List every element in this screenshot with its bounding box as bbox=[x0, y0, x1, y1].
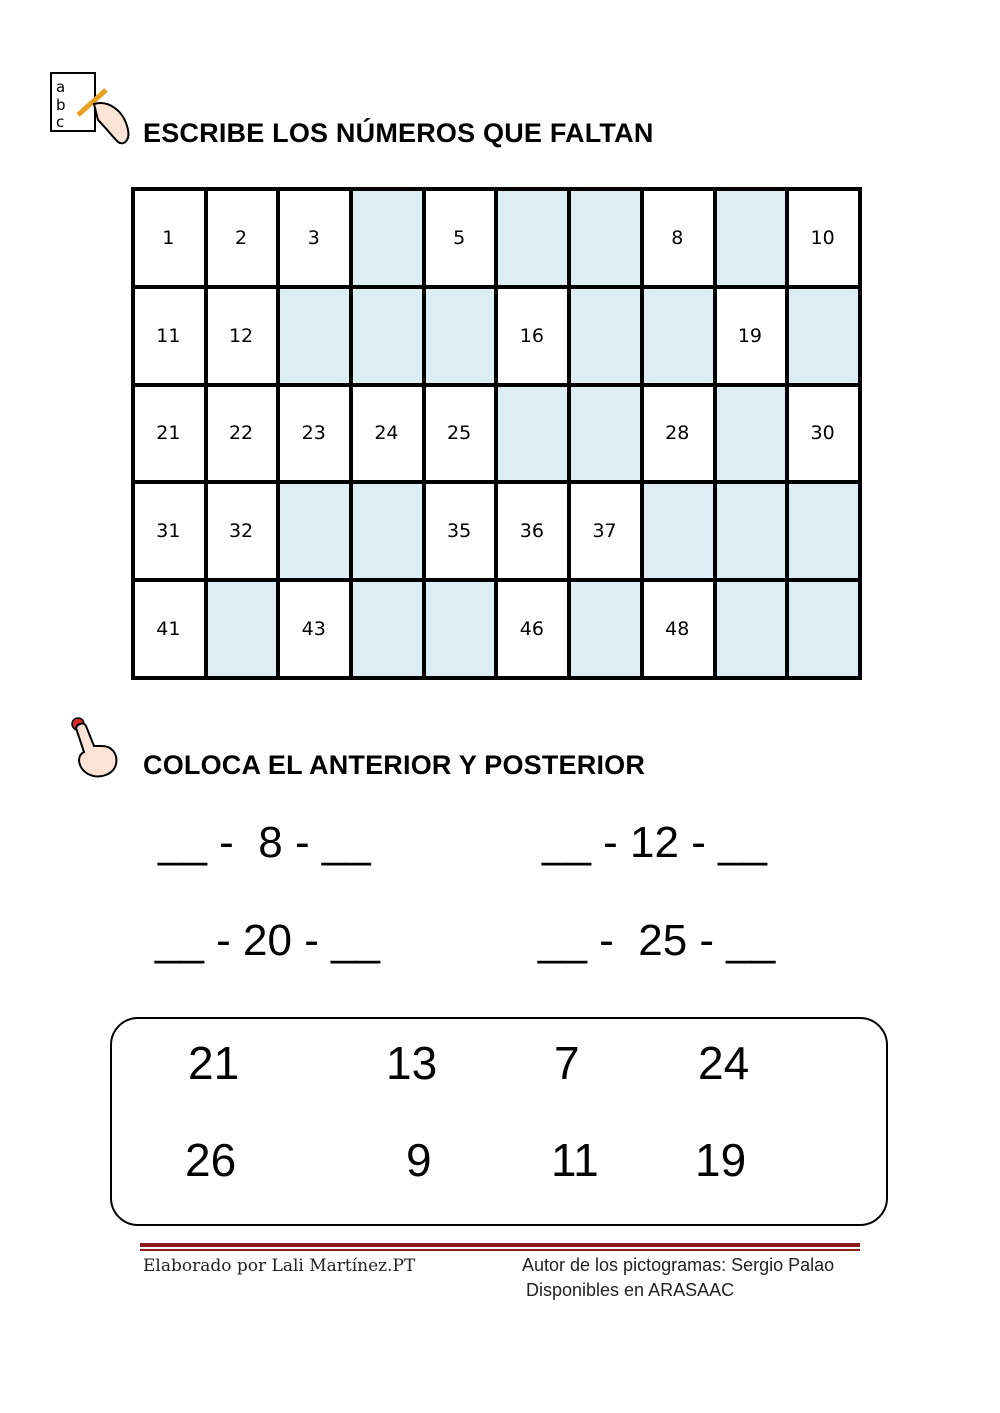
grid-cell-empty[interactable] bbox=[717, 387, 786, 481]
svg-text:c: c bbox=[56, 113, 65, 131]
option-number: 24 bbox=[698, 1037, 750, 1089]
option-number: 9 bbox=[406, 1134, 432, 1186]
sequence-2: __ - 12 - __ bbox=[542, 818, 768, 867]
grid-cell-empty[interactable] bbox=[789, 484, 858, 578]
sequence-4: __ - 25 - __ bbox=[538, 916, 776, 965]
grid-cell: 37 bbox=[571, 484, 640, 578]
grid-cell: 21 bbox=[135, 387, 204, 481]
option-number: 11 bbox=[551, 1134, 599, 1186]
grid-cell-empty[interactable] bbox=[644, 484, 713, 578]
grid-cell-empty[interactable] bbox=[498, 387, 567, 481]
option-number: 19 bbox=[695, 1134, 747, 1186]
grid-cell-empty[interactable] bbox=[353, 289, 422, 383]
footer-divider bbox=[140, 1243, 860, 1247]
grid-cell-empty[interactable] bbox=[571, 289, 640, 383]
grid-cell: 5 bbox=[426, 191, 495, 285]
grid-cell-empty[interactable] bbox=[208, 582, 277, 676]
grid-cell: 16 bbox=[498, 289, 567, 383]
grid-cell: 19 bbox=[717, 289, 786, 383]
grid-cell: 48 bbox=[644, 582, 713, 676]
grid-cell: 31 bbox=[135, 484, 204, 578]
grid-cell-empty[interactable] bbox=[426, 289, 495, 383]
grid-cell-empty[interactable] bbox=[789, 582, 858, 676]
grid-cell: 46 bbox=[498, 582, 567, 676]
grid-cell: 35 bbox=[426, 484, 495, 578]
grid-cell: 3 bbox=[280, 191, 349, 285]
grid-cell-empty[interactable] bbox=[280, 289, 349, 383]
grid-cell: 1 bbox=[135, 191, 204, 285]
grid-cell: 8 bbox=[644, 191, 713, 285]
footer-pictograms-author: Autor de los pictogramas: Sergio Palao bbox=[522, 1255, 835, 1275]
grid-cell: 12 bbox=[208, 289, 277, 383]
svg-text:b: b bbox=[56, 96, 66, 114]
grid-cell: 41 bbox=[135, 582, 204, 676]
grid-cell-empty[interactable] bbox=[353, 191, 422, 285]
grid-cell-empty[interactable] bbox=[571, 387, 640, 481]
grid-cell: 2 bbox=[208, 191, 277, 285]
grid-cell: 10 bbox=[789, 191, 858, 285]
grid-cell-empty[interactable] bbox=[789, 289, 858, 383]
svg-text:a: a bbox=[56, 78, 66, 96]
grid-cell-empty[interactable] bbox=[717, 191, 786, 285]
option-number: 7 bbox=[554, 1037, 580, 1089]
option-number: 26 bbox=[185, 1134, 237, 1186]
grid-cell: 25 bbox=[426, 387, 495, 481]
grid-cell-empty[interactable] bbox=[717, 582, 786, 676]
grid-cell-empty[interactable] bbox=[717, 484, 786, 578]
number-grid bbox=[131, 187, 862, 680]
grid-cell-empty[interactable] bbox=[280, 484, 349, 578]
grid-cell-empty[interactable] bbox=[426, 582, 495, 676]
grid-cell: 43 bbox=[280, 582, 349, 676]
grid-cell: 30 bbox=[789, 387, 858, 481]
footer-author: Elaborado por Lali Martínez.PT bbox=[143, 1256, 416, 1276]
writing-abc-icon bbox=[48, 70, 132, 150]
grid-cell-empty[interactable] bbox=[644, 289, 713, 383]
grid-cell: 32 bbox=[208, 484, 277, 578]
footer-divider-thin bbox=[140, 1249, 860, 1251]
option-number: 13 bbox=[386, 1037, 438, 1089]
grid-cell-empty[interactable] bbox=[571, 582, 640, 676]
sequence-1: __ - 8 - __ bbox=[158, 818, 371, 867]
grid-cell-empty[interactable] bbox=[353, 582, 422, 676]
option-number: 21 bbox=[188, 1037, 240, 1089]
grid-cell-empty[interactable] bbox=[498, 191, 567, 285]
pointing-hand-icon bbox=[66, 712, 122, 782]
grid-cell: 36 bbox=[498, 484, 567, 578]
section2-title: COLOCA EL ANTERIOR Y POSTERIOR bbox=[143, 750, 646, 780]
grid-cell: 23 bbox=[280, 387, 349, 481]
footer-availability: Disponibles en ARASAAC bbox=[526, 1280, 735, 1300]
grid-cell-empty[interactable] bbox=[353, 484, 422, 578]
grid-cell: 22 bbox=[208, 387, 277, 481]
grid-cell: 24 bbox=[353, 387, 422, 481]
grid-cell: 28 bbox=[644, 387, 713, 481]
sequence-3: __ - 20 - __ bbox=[155, 916, 381, 965]
grid-cell-empty[interactable] bbox=[571, 191, 640, 285]
section1-title: ESCRIBE LOS NÚMEROS QUE FALTAN bbox=[143, 118, 654, 148]
grid-cell: 11 bbox=[135, 289, 204, 383]
